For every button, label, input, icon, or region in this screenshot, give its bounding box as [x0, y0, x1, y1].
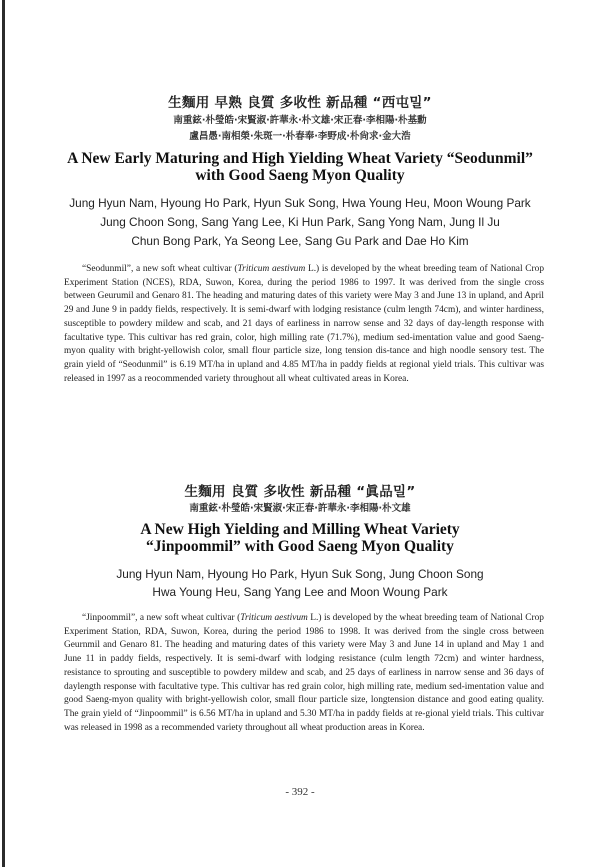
species-name: Triticum aestivum [240, 613, 308, 623]
abstract-paragraph [64, 263, 544, 386]
abstract-paragraph [64, 612, 544, 735]
korean-authors-line: 南重鉉·朴瑩皓·宋賢淑·宋正春·許華永·李相陽·朴文雄 [189, 503, 411, 514]
english-authors-line: Chun Bong Park, Ya Seong Lee, Sang Gu Park and Dae Ho Kim [131, 234, 469, 248]
english-authors-line: Jung Hyun Nam, Hyoung Ho Park, Hyun Suk Song, Jung Choon Song [116, 567, 484, 581]
korean-authors-line: 南重鉉·朴瑩皓·宋賢淑·許華永·朴文雄·宋正春·李相陽·朴基勳 [173, 115, 427, 126]
korean-title: 生麵用 早熟 良質 多收性 新品種 “西屯밀” [168, 95, 432, 111]
species-name: Triticum aestivum [237, 264, 306, 274]
abstract-prefix: “Seodunmil”, a new soft wheat cultivar ( [82, 264, 238, 274]
english-authors-line: Hwa Young Heu, Sang Yang Lee and Moon Woung Park [152, 585, 448, 599]
english-title-line: A New Early Maturing and High Yielding Wheat Variety “Seodunmil” [67, 150, 533, 167]
abstract-body: L.) is developed by the wheat breeding team of National Crop Experiment Station, RDA, Suwon, Korea, during the period 1986 to 1998. It was derived from the single cross between Geurnmil and Genaro 81. The heading and maturing dates of this variety were May 3 and June 14 in upland and May 1 and June 11 in paddy fields, respectively. It is semi-dwarf with lodging resistance (culm length 72cm) and winter hardness, resistance to sprouting and susceptible to powdery mildew and scab, and 25 days of earliness in narrow sense and 36 days of daylength response with facultative type. This cultivar has red grain color, high milling rate, medium sed-imentation value and good Saeng-myon quality with bright-yellowish color, small flour particle size, longtension distance and good eating quality. The grain yield of “Jinpoommil” is 6.56 MT/ha in upland and 5.30 MT/ha in paddy fields at re-gional yield trials. This cultivar was released in 1998 as a recommended variety throughout all wheat production areas in Korea. [64, 613, 544, 733]
english-title-line: with Good Saeng Myon Quality [195, 167, 405, 184]
abstract-body: L.) is developed by the wheat breeding team of National Crop Experiment Station (NCES), RDA, Suwon, Korea, during the period 1986 to 1997. It was derived from the single cross between Geurumil and Genaro 81. The heading and maturing dates of this variety were May 3 and June 13 in upland, and April 29 and June 9 in paddy fields, respectively. It is semi-dwarf with lodging resistance (culm length 74cm), and winter hardiness, susceptible to powdery mildew and scab, and 21 days of earliness in narrow sense and 32 days of day-length response with facultative type. This cultivar has red grain, color, high milling rate (71.7%), medium sed-imentation value and good Saeng-myon quality with bright-yellowish color, small flour particle size, long tension dis-tance and high noodle sensory test. The grain yield of “Seodunmil” is 6.19 MT/ha in upland and 4.85 MT/ha in paddy fields at regional yield trials. This cultivar was released in 1997 as a reocommended variety throughout all wheat cultivated areas in Korea. [64, 264, 545, 384]
english-authors-line: Jung Choon Song, Sang Yang Lee, Ki Hun Park, Sang Yong Nam, Jung Il Ju [100, 215, 500, 229]
korean-authors-line: 盧昌愚·南相榮·朱斑一·朴春奉·李野成·朴尙求·金大浩 [189, 131, 411, 142]
page-number: - 392 - [285, 786, 315, 798]
korean-title: 生麵用 良質 多收性 新品種 “眞品밀” [184, 484, 416, 500]
english-title-line: A New High Yielding and Milling Wheat Variety [140, 521, 460, 538]
abstract-prefix: “Jinpoommil”, a new soft wheat cultivar ( [82, 613, 241, 623]
english-authors-line: Jung Hyun Nam, Hyoung Ho Park, Hyun Suk Song, Hwa Young Heu, Moon Woung Park [69, 196, 531, 210]
english-title-line: “Jinpoommil” with Good Saeng Myon Quality [146, 538, 454, 555]
